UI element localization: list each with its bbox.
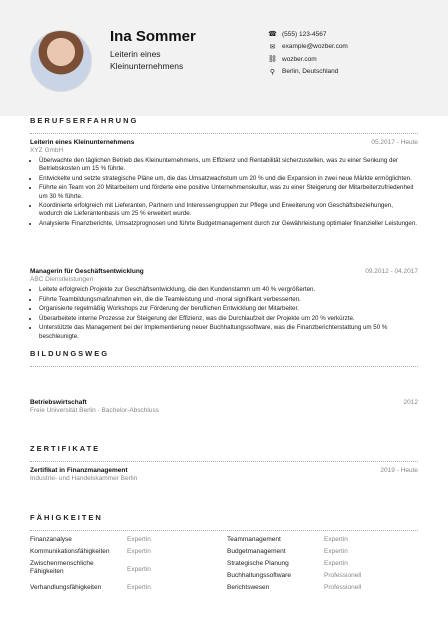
skill-name: Verhandlungsfähigkeiten (30, 584, 102, 591)
contact-email[interactable] (268, 41, 348, 54)
certificate-dates: 2019 - Heute (380, 467, 418, 474)
skill-name: Strategische Planung (227, 560, 289, 567)
skill-level: Expertin (127, 536, 151, 543)
contact-website-text[interactable]: wozber.com (282, 55, 317, 63)
skill-level: Professionell (324, 572, 362, 579)
list-item: • Überarbeitete interne Prozesse zur Steigerung der Effizienz, was die Durchlaufzeit der Projekte um 20 % verkürzte. (39, 315, 418, 323)
link-icon: ⛓ (268, 56, 277, 64)
skill-name: Zwischenmenschliche Fähigkeiten (30, 560, 94, 575)
email-icon: ✉ (269, 43, 276, 51)
skill-level: Expertin (324, 560, 348, 567)
job-title: Leiterin eines Kleinunternehmens (30, 139, 135, 146)
list-item: • Entwickelte und setzte strategische Pläne um, die das Umsatzwachstum um 20 % und die Expansion in zwei neue Märkte ermöglichten. (39, 175, 418, 183)
contact-website[interactable] (268, 53, 348, 66)
contact-location (268, 66, 348, 79)
list-item: • Unterstützte das Management bei der Implementierung neuer Buchhaltungssoftware, was die Finanzberichterstattung um 50 % beschleunigte. (39, 324, 418, 340)
skill-level: Expertin (127, 548, 151, 555)
job-company: XYZ GmbH (30, 147, 64, 154)
list-item: • Führte Teambildungsmaßnahmen ein, die die Teamleistung und -moral signifikant verbesserten. (39, 296, 418, 304)
skills-section (30, 513, 418, 531)
skill-name: Buchhaltungssoftware (227, 572, 291, 579)
certificate-issuer: Industrie- und Handelskammer Berlin (30, 475, 138, 482)
job-dates: 09.2012 - 04.2017 (365, 268, 418, 275)
list-item: • Organisierte regelmäßig Workshops zur Förderung der beruflichen Entwicklung der Mitarbeiter. (39, 305, 418, 313)
avatar (30, 30, 92, 92)
person-name: Ina Sommer (110, 28, 196, 45)
job-entry (30, 268, 418, 342)
certificates-section (30, 444, 418, 462)
education-entry (30, 399, 418, 414)
section-divider (30, 530, 418, 531)
skill-level: Expertin (127, 584, 151, 591)
skill-level: Expertin (324, 536, 348, 543)
contact-phone (268, 28, 348, 41)
contact-email-text[interactable]: example@wozber.com (282, 43, 348, 51)
experience-section (30, 116, 418, 134)
education-heading: BILDUNGSWEG (30, 349, 110, 358)
job-title: Managerin für Geschäftsentwicklung (30, 268, 144, 275)
skills-grid (30, 536, 418, 592)
skill-level: Expertin (324, 548, 348, 555)
job-dates: 05.2017 - Heute (371, 139, 418, 146)
job-bullets (30, 157, 418, 228)
section-divider (30, 133, 418, 134)
section-divider (30, 461, 418, 462)
contact-location-text: Berlin, Deutschland (282, 68, 339, 76)
skill-name: Kommunikationsfähigkeiten (30, 548, 110, 555)
list-item: • Überwachte den täglichen Betrieb des Kleinunternehmens, um Effizienz und Rentabilität sicherzustellen, was zu einer Senkung der Betriebskosten um 15 % führte. (39, 157, 418, 173)
list-item: • Leitete erfolgreich Projekte zur Geschäftsentwicklung, die den Kundenstamm um 40 % vergrößerten. (39, 286, 418, 294)
education-year: 2012 (403, 399, 418, 406)
contact-phone-text: (555) 123-4567 (282, 30, 327, 38)
person-title: Leiterin eines Kleinunternehmens (110, 49, 184, 71)
skill-name: Finanzanalyse (30, 536, 72, 543)
skills-heading: FÄHIGKEITEN (30, 513, 103, 522)
degree-name: Betriebswirtschaft (30, 399, 87, 406)
certificates-heading: ZERTIFIKATE (30, 444, 101, 453)
school-name: Freie Universität Berlin · Bachelor-Abschluss (30, 407, 159, 414)
skill-name: Budgetmanagement (227, 548, 286, 555)
education-section (30, 349, 418, 367)
list-item: • Analysierte Finanzberichte, Umsatzprognosen und führte Budgetmanagement durch zur Gewährleistung optimaler finanzieller Leistungen. (39, 220, 418, 228)
contact-list (268, 28, 348, 78)
certificate-entry (30, 467, 418, 482)
phone-icon: ☎ (268, 31, 277, 39)
skill-name: Berichtswesen (227, 584, 270, 591)
job-entry (30, 139, 418, 230)
experience-heading: BERUFSERFAHRUNG (30, 116, 139, 125)
job-company: ABC Dienstleistungen (30, 276, 94, 283)
skill-level: Professionell (324, 584, 362, 591)
list-item: • Führte ein Team von 20 Mitarbeitern und förderte eine positive Unternehmenskultur, was zu einer Steigerung der Mitarbeiterzufriedenheit um 30 % führte. (39, 184, 418, 200)
resume-header (0, 0, 448, 116)
skill-name: Teammanagement (227, 536, 281, 543)
list-item: • Koordinierte erfolgreich mit Lieferanten, Partnern und Interessengruppen zur Pflege und Erweiterung von Geschäftsbeziehungen, wodurch die Lieferantenbasis um 25 % erweitert wurde. (39, 202, 418, 218)
job-bullets (30, 286, 418, 341)
section-divider (30, 366, 418, 367)
location-icon: ⚲ (269, 68, 276, 76)
skill-level: Expertin (127, 566, 151, 573)
certificate-name: Zertifikat in Finanzmanagement (30, 467, 128, 474)
